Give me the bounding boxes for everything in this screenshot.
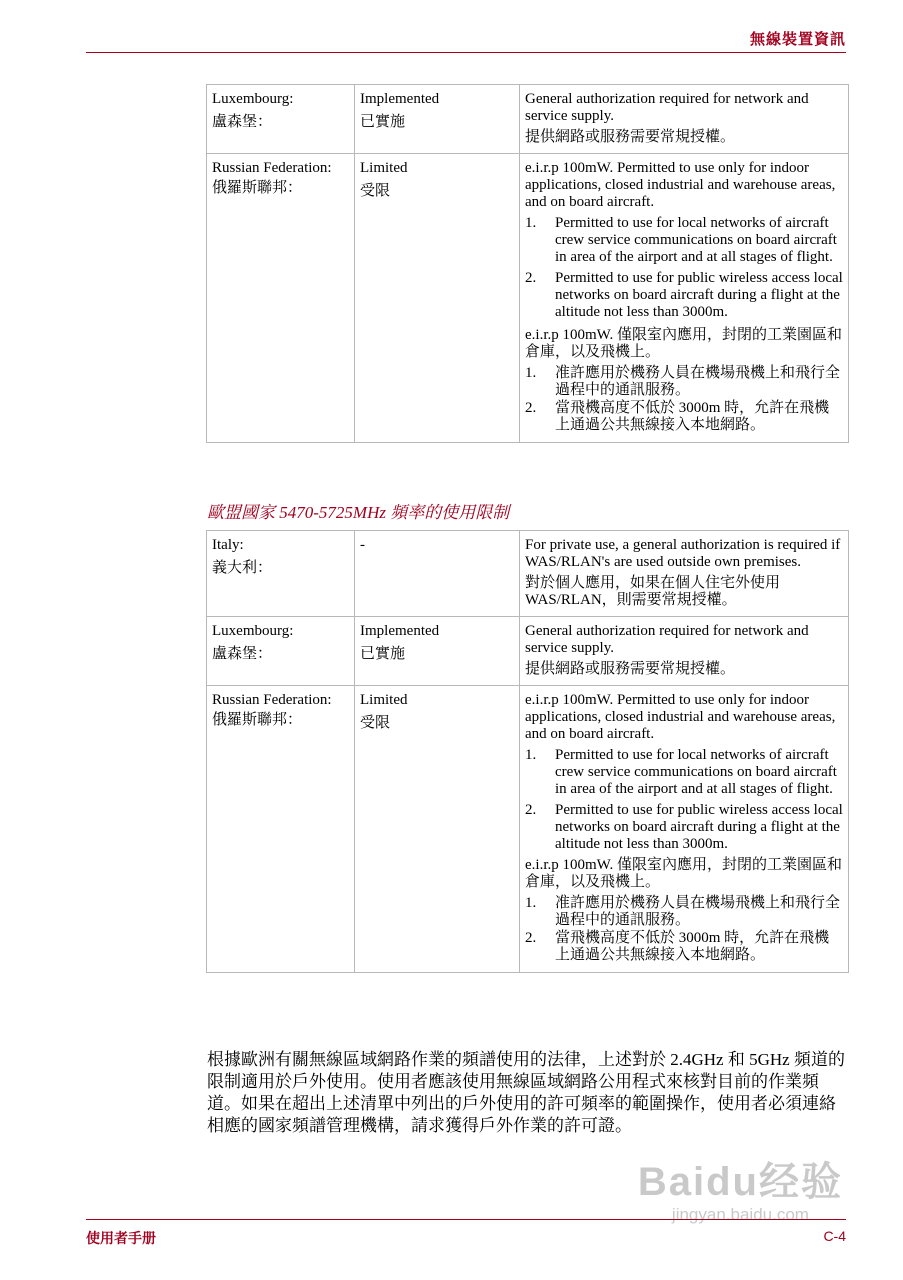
footer-manual-name: 使用者手册 (86, 1230, 156, 1246)
status-cell (355, 617, 520, 686)
list-number: 2. (525, 400, 537, 416)
description-zh: e.i.r.p 100mW. 僅限室內應用，封閉的工業園區和倉庫，以及飛機上。 (525, 327, 842, 360)
list-item (525, 270, 843, 321)
list-text: 准許應用於機務人員在機場飛機上和飛行全過程中的通訊服務。 (555, 365, 841, 398)
list-number: 1. (525, 215, 537, 231)
footer-rule (86, 1219, 846, 1220)
country-cell (207, 154, 355, 443)
numbered-list-en (525, 215, 843, 321)
list-item (525, 802, 843, 853)
numbered-list-zh (525, 365, 843, 434)
list-number: 2. (525, 802, 537, 818)
description-cell (520, 617, 849, 686)
status-en: Implemented (360, 623, 440, 639)
table-row (207, 686, 849, 973)
description-en: General authorization required for network and service supply. (525, 91, 809, 124)
country-zh: 盧森堡： (212, 114, 273, 130)
watermark (638, 1150, 843, 1225)
status-en: Limited (360, 692, 408, 708)
list-text: Permitted to use for public wireless access local networks on board aircraft during a flight at the altitude not less than 3000m. (555, 802, 843, 852)
description-cell (520, 531, 849, 617)
numbered-list-zh (525, 895, 843, 964)
table-row (207, 531, 849, 617)
country-cell (207, 531, 355, 617)
country-zh: 義大利： (212, 560, 273, 576)
section-title: 歐盟國家 5470-5725MHz 頻率的使用限制 (207, 503, 510, 522)
list-item (525, 895, 843, 929)
status-zh: 已實施 (360, 646, 406, 662)
country-zh: 俄羅斯聯邦： (212, 180, 303, 196)
description-zh: 提供網路或服務需要常規授權。 (525, 129, 736, 145)
status-cell (355, 154, 520, 443)
country-zh: 盧森堡： (212, 646, 273, 662)
list-text: Permitted to use for local networks of aircraft crew service communications on board aircraft in area of the airport and at all stages of flight. (555, 747, 837, 797)
list-number: 2. (525, 270, 537, 286)
status-zh: 受限 (360, 715, 391, 731)
list-text: 當飛機高度不低於 3000m 時，允許在飛機上通過公共無線接入本地網路。 (555, 400, 830, 433)
status-zh: 受限 (360, 183, 391, 199)
list-text: 當飛機高度不低於 3000m 時，允許在飛機上通過公共無線接入本地網路。 (555, 930, 830, 963)
description-cell (520, 85, 849, 154)
list-text: Permitted to use for public wireless access local networks on board aircraft during a flight at the altitude not less than 3000m. (555, 270, 843, 320)
table-row (207, 617, 849, 686)
country-en: Luxembourg: (212, 623, 294, 639)
table-row (207, 154, 849, 443)
regulation-table-1 (206, 84, 849, 443)
list-number: 1. (525, 747, 537, 763)
status-en: - (360, 537, 365, 553)
description-zh: 對於個人應用，如果在個人住宅外使用 WAS/RLAN，則需要常規授權。 (525, 575, 781, 608)
country-en: Russian Federation: (212, 160, 332, 176)
description-en: e.i.r.p 100mW. Permitted to use only for indoor applications, closed industrial and warehouse areas, and on board aircraft. (525, 692, 836, 742)
regulation-table-2 (206, 530, 849, 973)
status-en: Limited (360, 160, 408, 176)
status-cell (355, 85, 520, 154)
header-rule (86, 52, 846, 53)
status-en: Implemented (360, 91, 440, 107)
page-number: C-4 (823, 1228, 846, 1244)
description-cell (520, 154, 849, 443)
watermark-brand: Baidu经验 (637, 1160, 843, 1204)
list-item (525, 930, 843, 964)
status-cell (355, 531, 520, 617)
country-cell (207, 686, 355, 973)
country-en: Luxembourg: (212, 91, 294, 107)
country-zh: 俄羅斯聯邦： (212, 712, 303, 728)
list-text: Permitted to use for local networks of aircraft crew service communications on board aircraft in area of the airport and at all stages of flight. (555, 215, 837, 265)
status-cell (355, 686, 520, 973)
country-en: Russian Federation: (212, 692, 332, 708)
description-en: General authorization required for network and service supply. (525, 623, 809, 656)
description-zh: e.i.r.p 100mW. 僅限室內應用，封閉的工業園區和倉庫，以及飛機上。 (525, 857, 842, 890)
list-number: 1. (525, 365, 537, 381)
description-en: For private use, a general authorization is required if WAS/RLAN's are used outside own premises. (525, 537, 841, 570)
header-title: 無線裝置資訊 (749, 31, 846, 48)
list-text: 准許應用於機務人員在機場飛機上和飛行全過程中的通訊服務。 (555, 895, 841, 928)
status-zh: 已實施 (360, 114, 406, 130)
list-item (525, 365, 843, 399)
description-zh: 提供網路或服務需要常規授權。 (525, 661, 736, 677)
body-paragraph: 根據歐洲有關無線區域網路作業的頻譜使用的法律，上述對於 2.4GHz 和 5GHz 頻道的限制適用於戶外使用。使用者應該使用無線區域網路公用程式來核對目前的作業頻道。如果在超出上述清單中列出的戶外使用的許可頻率的範圍操作，使用者必須連絡相應的國家頻譜管理機構，請求獲得戶外作業的許可證。 (207, 1050, 845, 1135)
description-cell (520, 686, 849, 973)
watermark-url: jingyan.baidu.com (671, 1205, 809, 1224)
country-cell (207, 617, 355, 686)
list-item (525, 400, 843, 434)
description-en: e.i.r.p 100mW. Permitted to use only for indoor applications, closed industrial and warehouse areas, and on board aircraft. (525, 160, 836, 210)
country-cell (207, 85, 355, 154)
table-row (207, 85, 849, 154)
list-number: 2. (525, 930, 537, 946)
list-item (525, 747, 843, 798)
list-number: 1. (525, 895, 537, 911)
list-item (525, 215, 843, 266)
country-en: Italy: (212, 537, 244, 553)
numbered-list-en (525, 747, 843, 853)
